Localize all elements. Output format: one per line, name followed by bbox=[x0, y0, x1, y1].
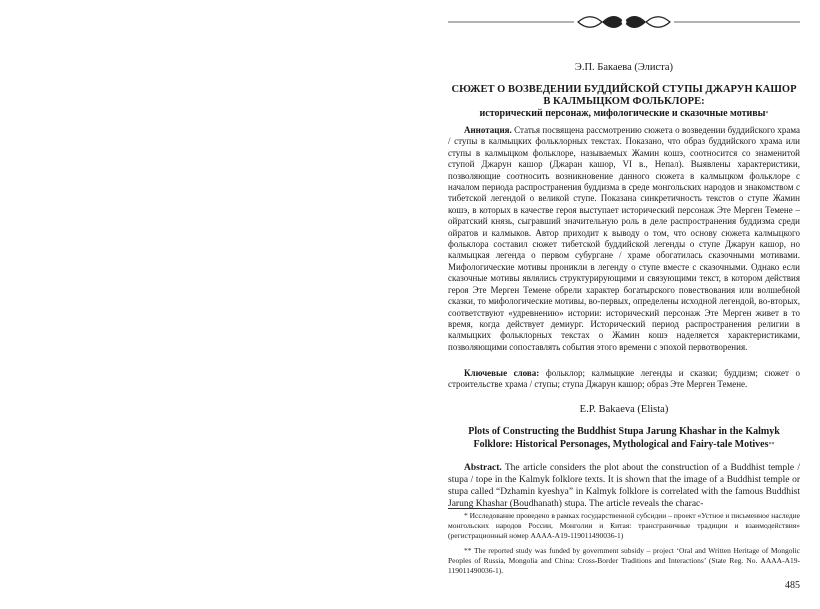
title-en-text: Plots of Constructing the Buddhist Stupa Jarung Khashar in the Kalmyk Folklore: Historical Personages, Mythological and Fairy-tale Motives bbox=[468, 426, 780, 450]
footnote-ru: * Исследование проведено в рамках государственной субсидии – проект «Устное и письменное наследие монгольских народов России, Монголии и Китая: трансграничные традиции и взаимодействия» (регистрационный номер АААА-А19-119011490036-1) bbox=[448, 511, 800, 540]
title-en bbox=[448, 426, 800, 451]
author-ru: Э.П. Бакаева (Элиста) bbox=[574, 62, 674, 73]
title-ru-subtitle bbox=[448, 108, 800, 120]
abstract-en bbox=[448, 462, 800, 510]
keywords-ru-label: Ключевые слова: bbox=[464, 368, 540, 378]
abstract-ru-label: Аннотация. bbox=[464, 125, 512, 135]
page-number: 485 bbox=[785, 580, 800, 591]
abstract-ru bbox=[448, 125, 800, 353]
footnote-divider bbox=[448, 508, 528, 509]
keywords-ru-text: фольклор; калмыцкие легенды и сказки; буддизм; сюжет о строительстве храма / ступы; ступа Джарун кашор; образ Эте Мерген Темене. bbox=[448, 368, 800, 390]
title-ru-main: СЮЖЕТ О ВОЗВЕДЕНИИ БУДДИЙСКОЙ СТУПЫ ДЖАРУН КАШОР В КАЛМЫЦКОМ ФОЛЬКЛОРЕ: bbox=[451, 84, 797, 107]
abstract-en-text: The article considers the plot about the construction of a Buddhist temple / stupa / tope in the Kalmyk folklore texts. It is shown that the image of a Buddhist temple or stupa called “Dzhamin kyeshya” in Kalmyk folklore is correlated with the famous Buddhist Jarung Khashar (Boudhanath) stupa. The article reveals the charac- bbox=[448, 463, 800, 509]
title-ru-subtitle-text: исторический персонаж, мифологические и сказочные мотивы bbox=[479, 108, 766, 119]
footnote-en: ** The reported study was funded by government subsidy – project ‘Oral and Written Heritage of Mongolic Peoples of Russia, Mongolia and China: Cross-Border Traditions and Interactions’ (State Reg. No. АААА-А19-119011490036-1). bbox=[448, 546, 800, 575]
header-ornament bbox=[448, 14, 800, 30]
keywords-ru bbox=[448, 368, 800, 391]
abstract-en-label: Abstract. bbox=[464, 463, 502, 473]
footnote-mark-en: ** bbox=[768, 441, 775, 448]
footnote-mark-ru: * bbox=[765, 111, 769, 117]
abstract-ru-text: Статья посвящена рассмотрению сюжета о возведении буддийского храма / ступы в калмыцких фольклорных текстах. Показано, что образ буддийского храма или ступы в калмыцком фольклоре, называемых Жамин кошэ, соотносится со знаменитой ступой Джарун кашор (Джаран кашор, VI в., Непал). Выявлены характеристики, позволяющие соотносить возникновение данного сюжета в калмыцком фольклоре с началом периода распространения буддизма в среде монгольских народов и знакомством с тибетской легендой о великой ступе. Показана синкретичность текстов о ступе Жамин кошэ, в которых в качестве героя выступает исторический персонаж Эте Мерген Темене – ойратский князь, сыгравший значительную роль в деле распространения буддизма среди ойратов и калмыков. Автор приходит к выводу о том, что основу сюжета калмыцкого фольклора составил сюжет тибетской буддийской легенды о ступе Джарун кашор, но калмыцкая легенда о первом субургане / храме обогатилась сказочными мотивами. Мифологические мотивы проникли в легенду о ступе вместе с сказочными. Однако если сказочные мотивы являлись структурирующими и связующими текст, в котором действия героя Эте Мерген Темене обрели характер богатырского повествования или волшебной сказки, то мифологические мотивы, во-первых, определены исходной легендой, во-вторых, соответствуют «удревнению» истории: исторический персонаж Эте Мерген живет в то время, когда действует демиург. Исторический период распространения религии в калмыцких фольклорных текстах о Жамин кошэ наделяется характеристиками, позволяющими сопоставлять события этого времени с эпохой первотворения. bbox=[448, 125, 801, 352]
title-ru bbox=[448, 84, 800, 120]
author-en: E.P. Bakaeva (Elista) bbox=[579, 404, 669, 415]
